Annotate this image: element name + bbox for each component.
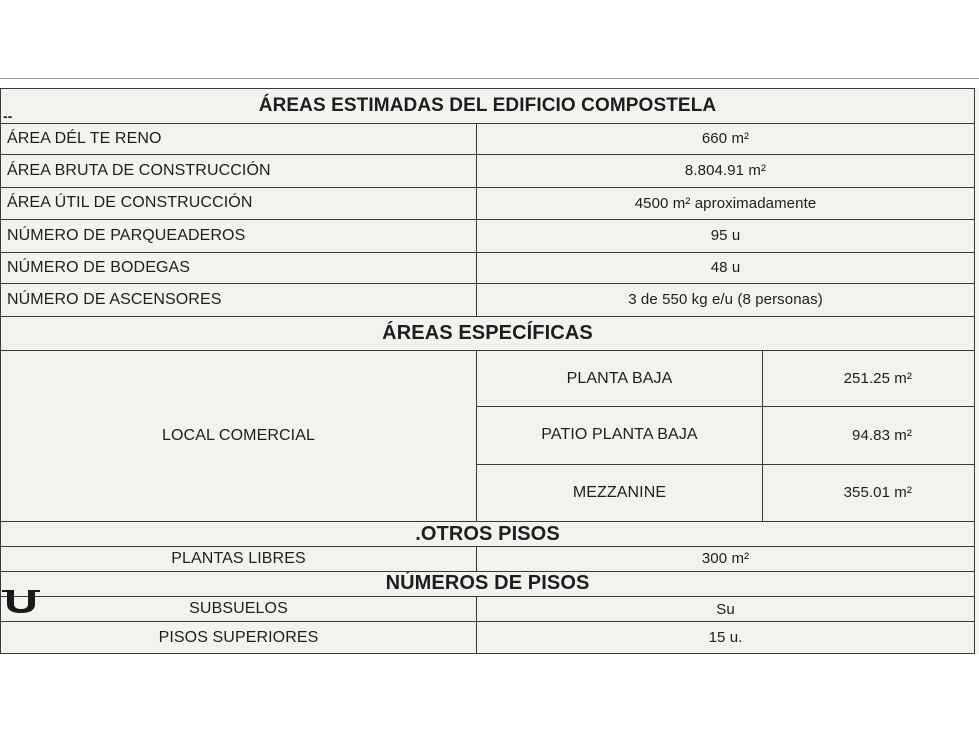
section-heading: NÚMEROS DE PISOS xyxy=(1,571,975,596)
row-label: ÁREA DÉL TE RENO xyxy=(1,123,477,155)
areas-table xyxy=(0,88,975,654)
row-label: ÁREA ÚTIL DE CONSTRUCCIÓN xyxy=(1,187,477,220)
subarea-name: PLANTA BAJA xyxy=(477,351,763,407)
table-row xyxy=(1,252,975,284)
section-heading-row xyxy=(1,521,975,546)
dash-mark: -- xyxy=(3,108,13,124)
section-heading-row xyxy=(1,571,975,596)
top-rule xyxy=(0,78,979,79)
subarea-value: 94.83 m² xyxy=(763,407,975,465)
scanned-sheet xyxy=(0,88,979,654)
subarea-value: 251.25 m² xyxy=(763,351,975,407)
row-label: SUBSUELOS xyxy=(1,597,477,622)
row-value: 660 m² xyxy=(477,123,975,155)
table-row xyxy=(1,284,975,317)
row-label: PLANTAS LIBRES xyxy=(1,547,477,571)
table-row xyxy=(1,547,975,571)
row-label: ÁREA BRUTA DE CONSTRUCCIÓN xyxy=(1,155,477,188)
subarea-name: PATIO PLANTA BAJA xyxy=(477,407,763,465)
table-row xyxy=(1,220,975,253)
table-row xyxy=(1,187,975,220)
table-row xyxy=(1,622,975,654)
u-stamp-mark xyxy=(0,588,42,614)
row-label: PISOS SUPERIORES xyxy=(1,622,477,654)
row-value: 95 u xyxy=(477,220,975,253)
title-row xyxy=(1,89,975,124)
subarea-name: MEZZANINE xyxy=(477,464,763,521)
row-value: 15 u. xyxy=(477,622,975,654)
row-label: NÚMERO DE PARQUEADEROS xyxy=(1,220,477,253)
row-label: NÚMERO DE BODEGAS xyxy=(1,252,477,284)
group-label: LOCAL COMERCIAL xyxy=(1,351,477,522)
table-row xyxy=(1,155,975,188)
row-label: NÚMERO DE ASCENSORES xyxy=(1,284,477,317)
section-heading: .OTROS PISOS xyxy=(1,521,975,546)
table-row xyxy=(1,597,975,622)
row-value: 300 m² xyxy=(477,547,975,571)
row-value: 3 de 550 kg e/u (8 personas) xyxy=(477,284,975,317)
table-row xyxy=(1,123,975,155)
row-value: 8.804.91 m² xyxy=(477,155,975,188)
table-row xyxy=(1,351,975,407)
table-title: ÁREAS ESTIMADAS DEL EDIFICIO COMPOSTELA xyxy=(1,89,975,124)
row-value: 4500 m² aproximadamente xyxy=(477,187,975,220)
section-heading: ÁREAS ESPECÍFICAS xyxy=(1,316,975,351)
row-value: 48 u xyxy=(477,252,975,284)
row-value: Su xyxy=(477,597,975,622)
section-heading-row xyxy=(1,316,975,351)
subarea-value: 355.01 m² xyxy=(763,464,975,521)
